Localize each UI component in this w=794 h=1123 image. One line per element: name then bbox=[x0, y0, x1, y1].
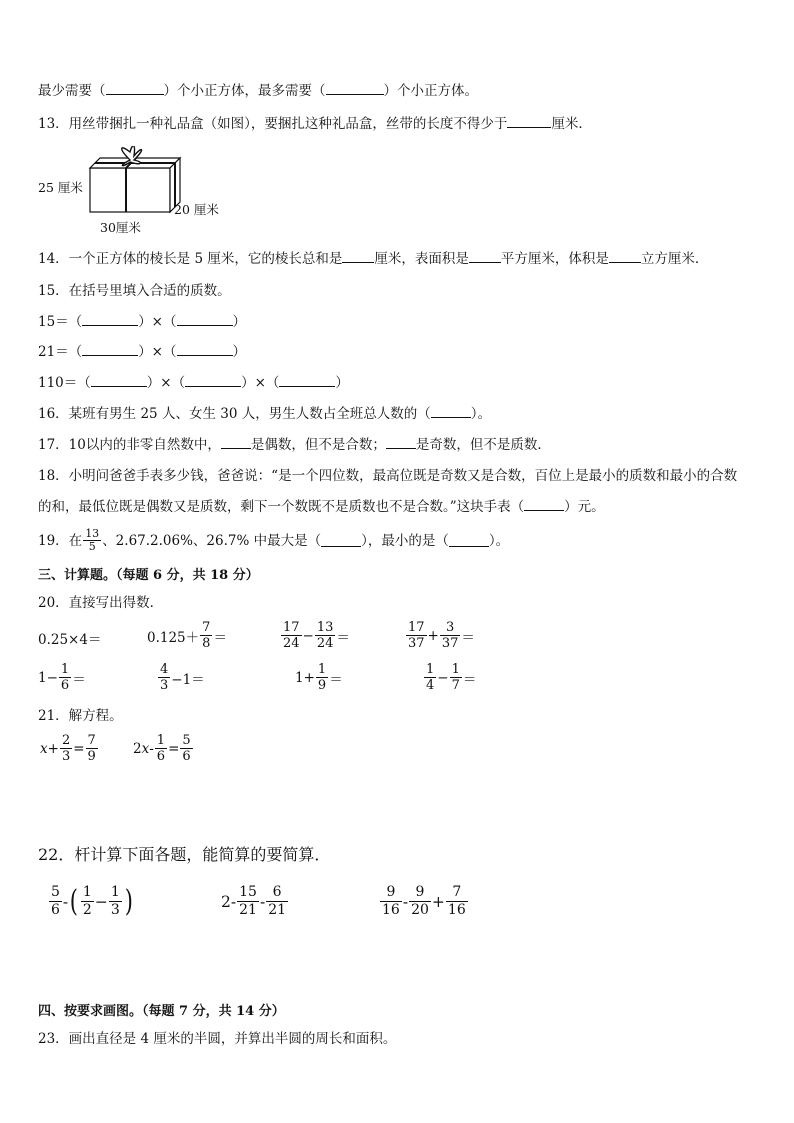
numerator: 17 bbox=[283, 620, 300, 635]
denominator: 3 bbox=[61, 749, 71, 764]
calc-7 bbox=[295, 662, 343, 693]
equation-1 bbox=[40, 733, 99, 764]
question-15a bbox=[38, 313, 246, 331]
numerator: 9 bbox=[409, 884, 431, 902]
operator: - bbox=[62, 892, 69, 911]
question-12-continuation bbox=[38, 82, 478, 100]
text: ＝ bbox=[462, 671, 477, 688]
numerator: 1 bbox=[110, 884, 120, 900]
denominator: 3 bbox=[160, 678, 169, 693]
numerator: 7 bbox=[87, 733, 96, 748]
text: 16．某班有男生 25 人、女生 30 人，男生人数占全班总人数的（ bbox=[38, 406, 431, 422]
denominator: 21 bbox=[268, 902, 287, 918]
fraction bbox=[81, 884, 94, 919]
text: ）×（ bbox=[138, 314, 177, 330]
question-15: 15．在括号里填入合适的质数。 bbox=[38, 283, 231, 299]
text: 110＝（ bbox=[38, 375, 91, 391]
section-3-heading: 三、计算题。（每题 6 分，共 18 分） bbox=[38, 568, 259, 583]
answer-blank[interactable] bbox=[185, 374, 241, 387]
text: 是奇数，但不是质数． bbox=[415, 437, 551, 453]
simplify-2 bbox=[221, 884, 289, 919]
operator: - bbox=[259, 892, 266, 911]
answer-blank[interactable] bbox=[524, 498, 564, 511]
denominator: 6 bbox=[182, 749, 191, 764]
text: 19．在 bbox=[38, 532, 83, 549]
text: 是偶数，但不是合数； bbox=[250, 437, 386, 453]
text: 1− bbox=[38, 669, 58, 686]
text: 21＝（ bbox=[38, 344, 83, 360]
text: 的和，最低位既是偶数又是质数，剩下一个数既不是质数也不是合数。”这块手表（ bbox=[38, 499, 525, 515]
equals: = bbox=[168, 740, 180, 757]
denominator: 7 bbox=[451, 678, 460, 693]
numerator: 1 bbox=[426, 662, 435, 677]
text: ）元。 bbox=[564, 499, 605, 515]
question-14 bbox=[38, 250, 708, 268]
text: 最少需要（ bbox=[38, 83, 106, 99]
numerator: 3 bbox=[440, 620, 461, 636]
denominator: 24 bbox=[316, 636, 334, 651]
left-paren: ( bbox=[69, 883, 79, 919]
denominator: 20 bbox=[411, 902, 429, 918]
text: 17．10以内的非零自然数中， bbox=[38, 437, 221, 453]
equation-2 bbox=[133, 733, 194, 764]
text: 14．一个正方体的棱长是 5 厘米，它的棱长总和是 bbox=[38, 251, 343, 267]
fraction bbox=[180, 733, 192, 764]
text: 0.125＋ bbox=[147, 629, 200, 646]
numerator: 1 bbox=[156, 733, 166, 748]
gift-box-figure bbox=[38, 146, 238, 238]
answer-blank[interactable] bbox=[321, 534, 361, 547]
denominator: 5 bbox=[88, 540, 96, 553]
question-15b bbox=[38, 343, 246, 361]
calc-8 bbox=[423, 662, 476, 693]
denominator: 16 bbox=[447, 902, 466, 918]
text: 厘米，表面积是 bbox=[374, 251, 469, 267]
calc-3 bbox=[280, 620, 350, 651]
question-17 bbox=[38, 436, 551, 454]
denominator: 6 bbox=[51, 902, 60, 918]
box-depth-label: 20 厘米 bbox=[174, 202, 219, 217]
answer-blank[interactable] bbox=[507, 115, 551, 128]
text: 立方厘米． bbox=[640, 251, 709, 267]
answer-blank[interactable] bbox=[386, 436, 416, 449]
question-19 bbox=[38, 528, 509, 553]
operator: + bbox=[427, 627, 439, 644]
fraction bbox=[200, 620, 212, 651]
question-13 bbox=[38, 115, 592, 133]
text: ）×（ bbox=[241, 375, 280, 391]
text: ）。 bbox=[488, 532, 510, 549]
operator: - bbox=[402, 892, 409, 911]
calc-4 bbox=[405, 620, 475, 651]
text: 0.25×4＝ bbox=[38, 632, 102, 648]
answer-blank[interactable] bbox=[91, 374, 147, 387]
numerator: 13 bbox=[316, 620, 334, 635]
calc-2 bbox=[147, 620, 227, 651]
text: ＝ bbox=[336, 629, 350, 646]
answer-blank[interactable] bbox=[449, 534, 489, 547]
question-20: 20．直接写出得数． bbox=[38, 595, 164, 611]
numerator: 4 bbox=[160, 662, 169, 677]
denominator: 9 bbox=[87, 749, 96, 764]
text: ＝ bbox=[329, 671, 343, 688]
simplify-3 bbox=[379, 884, 469, 919]
fraction bbox=[406, 620, 427, 651]
question-16 bbox=[38, 405, 491, 423]
text: ），最小的是（ bbox=[361, 532, 449, 549]
text: ＝ bbox=[461, 629, 475, 646]
text: −1＝ bbox=[171, 671, 205, 688]
section-4-heading: 四、按要求画图。（每题 7 分，共 14 分） bbox=[38, 1004, 285, 1019]
text: 1+ bbox=[295, 669, 315, 686]
denominator: 4 bbox=[426, 678, 435, 693]
answer-blank[interactable] bbox=[177, 313, 233, 326]
box-height-label: 25 厘米 bbox=[38, 180, 83, 195]
denominator: 37 bbox=[441, 636, 459, 651]
operator: + bbox=[47, 740, 59, 757]
question-23: 23．画出直径是 4 厘米的半圆，并算出半圆的周长和面积。 bbox=[38, 1031, 397, 1047]
numerator: 1 bbox=[60, 662, 70, 677]
right-paren: ) bbox=[124, 883, 133, 919]
calc-5 bbox=[38, 662, 86, 693]
operator: − bbox=[437, 669, 449, 686]
fraction bbox=[109, 884, 122, 919]
denominator: 3 bbox=[110, 902, 120, 918]
denominator: 21 bbox=[239, 902, 257, 918]
fraction bbox=[446, 884, 468, 919]
operator: − bbox=[302, 627, 314, 644]
fraction bbox=[59, 662, 71, 693]
denominator: 8 bbox=[202, 636, 211, 651]
answer-blank[interactable] bbox=[342, 250, 374, 263]
operator: − bbox=[94, 892, 108, 911]
numerator: 5 bbox=[51, 884, 60, 900]
numerator: 1 bbox=[451, 662, 460, 677]
question-15c bbox=[38, 374, 349, 392]
denominator: 37 bbox=[408, 636, 425, 651]
operator: + bbox=[431, 892, 445, 911]
text: 15＝（ bbox=[38, 314, 83, 330]
text: ）×（ bbox=[146, 375, 186, 391]
fraction-13-5 bbox=[83, 528, 101, 553]
numerator: 5 bbox=[182, 733, 191, 748]
fraction bbox=[155, 733, 167, 764]
numerator: 1 bbox=[82, 884, 92, 900]
calc-1 bbox=[38, 628, 101, 648]
fraction bbox=[49, 884, 62, 919]
fraction bbox=[315, 620, 336, 651]
text: ）。 bbox=[470, 406, 491, 422]
numerator: 6 bbox=[266, 884, 288, 902]
text: ）个小正方体，最多需要（ bbox=[163, 83, 326, 99]
text: 平方厘米，体积是 bbox=[500, 251, 609, 267]
answer-blank[interactable] bbox=[221, 436, 251, 449]
fraction bbox=[86, 733, 98, 764]
numerator: 7 bbox=[202, 620, 211, 635]
answer-blank[interactable] bbox=[279, 374, 335, 387]
text: ＝ bbox=[72, 671, 86, 688]
numerator: 7 bbox=[446, 884, 468, 902]
answer-blank[interactable] bbox=[326, 82, 384, 95]
text: ） bbox=[232, 344, 246, 360]
denominator: 2 bbox=[82, 902, 92, 918]
text: ＝ bbox=[213, 629, 227, 646]
numerator: 15 bbox=[239, 884, 257, 900]
question-21: 21．解方程。 bbox=[38, 708, 123, 724]
operator: - bbox=[149, 740, 154, 757]
denominator: 6 bbox=[60, 678, 70, 693]
fraction bbox=[450, 662, 462, 693]
fraction bbox=[380, 884, 402, 919]
numerator: 17 bbox=[408, 620, 425, 635]
denominator: 6 bbox=[156, 749, 166, 764]
question-22: 22．杆计算下面各题，能简算的要简算． bbox=[38, 845, 331, 864]
fraction bbox=[60, 733, 72, 764]
answer-blank[interactable] bbox=[82, 313, 138, 326]
text: 2 bbox=[133, 740, 142, 757]
text: 13．用丝带捆扎一种礼品盒（如图），要捆扎这种礼品盒，丝带的长度不得少于 bbox=[38, 116, 508, 132]
numerator: 2 bbox=[61, 733, 71, 748]
text: ）×（ bbox=[138, 344, 177, 360]
text: ） bbox=[232, 314, 246, 330]
fraction bbox=[237, 884, 259, 919]
fraction bbox=[266, 884, 288, 919]
question-18-line2 bbox=[38, 498, 605, 516]
answer-blank[interactable] bbox=[431, 405, 471, 418]
fraction bbox=[409, 884, 431, 919]
numerator: 1 bbox=[317, 662, 327, 677]
equals: = bbox=[73, 740, 85, 757]
numerator: 9 bbox=[380, 884, 402, 902]
fraction bbox=[424, 662, 436, 693]
fraction bbox=[440, 620, 461, 651]
denominator: 24 bbox=[283, 636, 300, 651]
fraction bbox=[316, 662, 328, 693]
answer-blank[interactable] bbox=[82, 343, 138, 356]
denominator: 16 bbox=[382, 902, 400, 918]
fraction bbox=[158, 662, 170, 693]
question-18-line1: 18．小明问爸爸手表多少钱，爸爸说：“是一个四位数，最高位既是奇数又是合数，百位上是最小的质数和最小的合数 bbox=[38, 468, 738, 484]
fraction bbox=[281, 620, 302, 651]
answer-blank[interactable] bbox=[177, 343, 233, 356]
box-length-label: 30厘米 bbox=[100, 220, 141, 235]
answer-blank[interactable] bbox=[469, 250, 501, 263]
text: ）个小正方体。 bbox=[383, 83, 478, 99]
answer-blank[interactable] bbox=[106, 82, 164, 95]
text: 、2.67.2.06%、26.7% 中最大是（ bbox=[102, 532, 322, 549]
numerator: 13 bbox=[85, 527, 100, 540]
text: 2- bbox=[221, 892, 237, 911]
text: ） bbox=[335, 375, 349, 391]
denominator: 9 bbox=[317, 678, 327, 693]
variable: x bbox=[141, 740, 150, 757]
text: 厘米． bbox=[551, 116, 592, 132]
variable: x bbox=[40, 740, 48, 757]
calc-6 bbox=[157, 662, 205, 693]
simplify-1 bbox=[48, 884, 134, 919]
answer-blank[interactable] bbox=[609, 250, 641, 263]
